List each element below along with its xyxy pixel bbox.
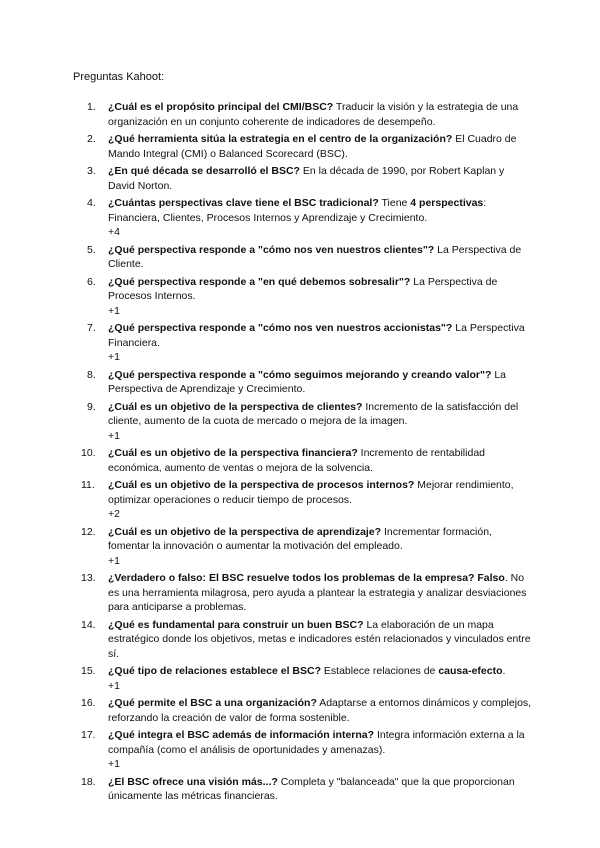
question-number: 10. — [81, 447, 96, 459]
question-item — [73, 618, 533, 662]
question-text: ¿Cuál es un objetivo de la perspectiva de procesos internos? — [108, 479, 415, 491]
question-text: ¿Qué perspectiva responde a "cómo nos ven nuestros accionistas"? — [108, 322, 453, 334]
answer-text: La Perspectiva Financiera. — [108, 322, 525, 349]
document-title: Preguntas Kahoot: — [73, 71, 165, 83]
vote-count: +1 — [108, 429, 120, 442]
question-number: 17. — [81, 729, 96, 741]
question-item — [73, 696, 533, 725]
question-number: 4. — [87, 197, 96, 209]
question-text: ¿Cuál es un objetivo de la perspectiva de aprendizaje? — [108, 525, 382, 538]
question-item — [73, 446, 533, 475]
question-item — [73, 321, 533, 365]
question-text: ¿Qué permite el BSC a una organización? — [108, 697, 317, 709]
question-text: ¿Qué perspectiva responde a "cómo nos ven nuestros clientes"? — [108, 243, 435, 256]
question-item — [73, 196, 533, 240]
question-item — [73, 728, 533, 772]
question-text: ¿Qué herramienta sitúa la estrategia en el centro de la organización? — [108, 133, 453, 145]
question-number: 16. — [81, 697, 96, 709]
answer-emphasis: causa-efecto — [438, 665, 503, 677]
answer-emphasis: 4 perspectivas — [410, 197, 484, 209]
question-number: 7. — [87, 322, 96, 334]
question-number: 5. — [87, 243, 96, 256]
question-item — [73, 400, 533, 444]
answer-text: Mejorar rendimiento, optimizar operaciones o reducir tiempo de procesos. — [108, 479, 514, 506]
answer-text-continued: . No es una herramienta milagrosa, pero ayuda a plantear la estrategia y analizar desviaciones para anticiparse a problemas. — [108, 572, 527, 613]
question-number: 6. — [87, 275, 96, 288]
question-number: 1. — [87, 101, 96, 113]
question-text: ¿Qué perspectiva responde a "cómo seguimos mejorando y creando valor"? — [108, 368, 492, 381]
vote-count: +2 — [108, 508, 120, 520]
question-list — [73, 100, 533, 807]
answer-emphasis: Falso — [477, 572, 505, 584]
vote-count: +1 — [108, 304, 120, 317]
answer-text: Incrementar formación, fomentar la innovación o aumentar la motivación del empleado. — [108, 525, 492, 552]
answer-text: En la década de 1990, por Robert Kaplan y David Norton. — [108, 165, 505, 192]
answer-text-continued: . — [502, 665, 506, 677]
question-text: ¿Cuántas perspectivas clave tiene el BSC tradicional? — [108, 197, 379, 209]
question-text: ¿El BSC ofrece una visión más...? — [108, 775, 278, 788]
answer-text: Integra información externa a la compañía (como el análisis de oportunidades y amenazas). — [108, 729, 525, 756]
question-item — [73, 132, 533, 161]
answer-text: Establece relaciones de — [320, 665, 439, 677]
vote-count: +1 — [108, 351, 120, 363]
question-item — [73, 775, 533, 804]
question-text: ¿Qué integra el BSC además de información interna? — [108, 729, 375, 741]
vote-count: +1 — [108, 679, 120, 692]
question-text: ¿Qué perspectiva responde a "en qué debemos sobresalir"? — [108, 275, 411, 288]
answer-text: La Perspectiva de Cliente. — [108, 243, 522, 270]
answer-text: El Cuadro de Mando Integral (CMI) o Balanced Scorecard (BSC). — [108, 133, 517, 160]
question-text: ¿Cuál es el propósito principal del CMI/BSC? — [108, 101, 334, 113]
vote-count: +1 — [108, 758, 120, 770]
question-number: 13. — [81, 572, 96, 584]
question-text: ¿Qué es fundamental para construir un buen BSC? — [108, 618, 364, 631]
answer-text: La Perspectiva de Procesos Internos. — [108, 275, 498, 302]
question-text: ¿Cuál es un objetivo de la perspectiva financiera? — [108, 447, 358, 459]
question-text: ¿Qué tipo de relaciones establece el BSC? — [108, 665, 321, 677]
question-number: 18. — [81, 775, 96, 788]
question-text: ¿Verdadero o falso: El BSC resuelve todos los problemas de la empresa? — [108, 572, 475, 584]
answer-text: Incremento de rentabilidad económica, aumento de ventas o mejora de la solvencia. — [108, 447, 485, 474]
question-item — [73, 243, 533, 272]
question-text: ¿Cuál es un objetivo de la perspectiva de clientes? — [108, 400, 363, 413]
question-item — [73, 100, 533, 129]
question-item — [73, 525, 533, 569]
question-number: 14. — [81, 618, 96, 631]
question-item — [73, 478, 533, 522]
answer-text: Traducir la visión y la estrategia de una organización en un conjunto coherente de indicadores de desempeño. — [108, 101, 519, 128]
question-number: 9. — [87, 400, 96, 413]
question-item — [73, 164, 533, 193]
answer-text: Tiene — [378, 197, 411, 209]
answer-text: Completa y "balanceada" que la que proporcionan únicamente las métricas financieras. — [108, 775, 515, 802]
question-number: 3. — [87, 165, 96, 177]
answer-text: La Perspectiva de Aprendizaje y Crecimiento. — [108, 368, 507, 395]
answer-text-continued: : Financiera, Clientes, Procesos Internos y Aprendizaje y Crecimiento. — [108, 197, 487, 224]
question-item — [73, 368, 533, 397]
question-text: ¿En qué década se desarrolló el BSC? — [108, 165, 300, 177]
question-number: 11. — [81, 479, 95, 491]
question-item — [73, 275, 533, 319]
answer-text: Adaptarse a entornos dinámicos y complejos, reforzando la creación de valor de forma sostenible. — [108, 697, 532, 724]
question-number: 8. — [87, 368, 96, 381]
answer-text: Incremento de la satisfacción del cliente, aumento de la cuota de mercado o mejora de la imagen. — [108, 400, 519, 427]
question-number: 2. — [87, 133, 96, 145]
answer-text: La elaboración de un mapa estratégico donde los objetivos, metas e indicadores estén relacionados y vinculados entre sí. — [108, 618, 531, 660]
question-number: 12. — [81, 525, 96, 538]
vote-count: +1 — [108, 554, 120, 567]
question-number: 15. — [81, 665, 96, 677]
question-item — [73, 664, 533, 693]
vote-count: +4 — [108, 226, 120, 238]
question-item — [73, 571, 533, 615]
